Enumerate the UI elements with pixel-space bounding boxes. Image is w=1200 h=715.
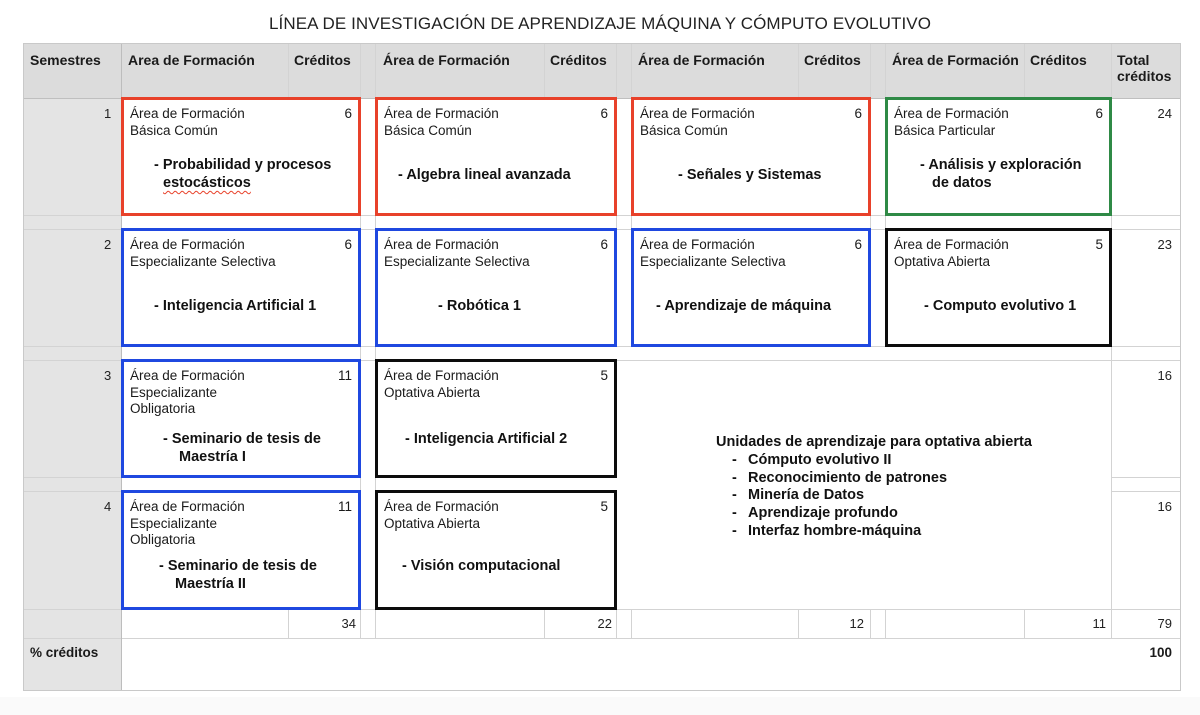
area-label xyxy=(130,499,320,549)
course-card-vision xyxy=(375,490,617,610)
col-line xyxy=(544,44,545,98)
area-line: Área de Formación xyxy=(894,106,1009,121)
area-line: Área de Formación xyxy=(384,237,499,252)
course-credits: 6 xyxy=(600,106,608,121)
semester-number: 3 xyxy=(104,368,112,383)
course-card-senales xyxy=(631,97,871,216)
row-line xyxy=(1111,491,1180,492)
column-total: 22 xyxy=(597,616,612,631)
course-name xyxy=(656,297,831,315)
course-line: estocásticos xyxy=(163,175,251,191)
course-card-algebra xyxy=(375,97,617,216)
course-name xyxy=(405,430,567,448)
course-name xyxy=(920,156,1081,192)
area-line: Área de Formación xyxy=(640,237,755,252)
course-line: - Aprendizaje de máquina xyxy=(656,298,832,314)
semester-total: 24 xyxy=(1157,106,1172,121)
course-line: Maestría II xyxy=(175,576,246,592)
area-line: Área de Formación xyxy=(130,106,245,121)
header-area-1: Area de Formación xyxy=(128,52,255,68)
area-line: Básica Común xyxy=(130,122,218,138)
area-label xyxy=(384,237,574,270)
area-label xyxy=(640,237,830,270)
area-line: Especializante Selectiva xyxy=(384,253,530,269)
course-card-computo-evolutivo xyxy=(885,228,1112,347)
area-line: Básica Común xyxy=(640,122,728,138)
course-card-analisis xyxy=(885,97,1112,216)
optativa-note xyxy=(716,434,1032,541)
area-label xyxy=(384,368,574,401)
row-line xyxy=(24,638,1180,639)
column-total: 34 xyxy=(341,616,356,631)
course-line: Maestría I xyxy=(179,449,246,465)
area-label xyxy=(130,106,320,139)
area-label xyxy=(894,106,1084,139)
page-title: LÍNEA DE INVESTIGACIÓN DE APRENDIZAJE MÁQUINA Y CÓMPUTO EVOLUTIVO xyxy=(268,14,932,33)
area-line: Optativa Abierta xyxy=(894,253,991,269)
header-creditos-2: Créditos xyxy=(550,52,607,68)
course-card-seminario-1 xyxy=(121,359,361,478)
course-card-ia1 xyxy=(121,228,361,347)
semester-total: 16 xyxy=(1157,499,1172,514)
course-name xyxy=(154,156,331,192)
header-creditos-4: Créditos xyxy=(1030,52,1087,68)
optativa-item: - Cómputo evolutivo II xyxy=(748,452,1032,470)
header-semestres: Semestres xyxy=(30,52,101,68)
course-name xyxy=(154,297,316,315)
area-label xyxy=(384,106,574,139)
header-total-line1: Total xyxy=(1117,52,1150,68)
header-total xyxy=(1117,52,1171,84)
course-name xyxy=(438,297,521,315)
course-credits: 5 xyxy=(1095,237,1103,252)
curriculum-table xyxy=(23,43,1181,691)
optativa-item: - Reconocimiento de patrones xyxy=(748,470,1032,488)
area-line: Básica Común xyxy=(384,122,472,138)
area-line: Especializante xyxy=(130,384,218,400)
course-line: - Señales y Sistemas xyxy=(678,167,822,183)
header-area-4: Área de Formación xyxy=(892,52,1019,68)
header-area-2: Área de Formación xyxy=(383,52,510,68)
course-name xyxy=(924,297,1076,315)
course-line: - Probabilidad y procesos xyxy=(154,157,332,173)
area-label xyxy=(130,368,320,418)
percent-label: % créditos xyxy=(30,645,99,660)
optativa-item: - Aprendizaje profundo xyxy=(748,505,1032,523)
area-line: Básica Particular xyxy=(894,122,996,138)
course-credits: 6 xyxy=(1095,106,1103,121)
col-line xyxy=(1024,44,1025,98)
semester-total: 16 xyxy=(1157,368,1172,383)
col-line xyxy=(798,44,799,98)
area-line: Especializante xyxy=(130,515,218,531)
area-line: Optativa Abierta xyxy=(384,515,481,531)
col-line xyxy=(870,609,871,638)
grand-total: 79 xyxy=(1157,616,1172,631)
course-line: - Visión computacional xyxy=(402,558,561,574)
course-line: - Análisis y exploración xyxy=(920,157,1082,173)
col-line xyxy=(885,609,886,638)
course-name xyxy=(398,166,571,184)
area-line: Área de Formación xyxy=(384,368,499,383)
area-line: Área de Formación xyxy=(130,499,245,514)
course-name xyxy=(402,557,560,575)
area-line: Especializante Selectiva xyxy=(130,253,276,269)
course-line: - Inteligencia Artificial 2 xyxy=(405,431,568,447)
course-line: - Inteligencia Artificial 1 xyxy=(154,298,317,314)
course-credits: 6 xyxy=(600,237,608,252)
course-card-probabilidad xyxy=(121,97,361,216)
row-line xyxy=(24,491,121,492)
semester-total: 23 xyxy=(1157,237,1172,252)
area-line: Obligatoria xyxy=(130,532,196,547)
header-area-3: Área de Formación xyxy=(638,52,765,68)
course-credits: 6 xyxy=(854,237,862,252)
row-line xyxy=(1111,477,1180,478)
col-line xyxy=(616,609,617,638)
course-credits: 6 xyxy=(344,106,352,121)
course-line: - Seminario de tesis de xyxy=(159,558,317,574)
course-credits: 11 xyxy=(337,368,352,383)
semester-number: 4 xyxy=(104,499,112,514)
header-creditos-3: Créditos xyxy=(804,52,861,68)
percent-value: 100 xyxy=(1149,645,1172,660)
area-line: Optativa Abierta xyxy=(384,384,481,400)
course-line: - Algebra lineal avanzada xyxy=(398,167,571,183)
course-credits: 6 xyxy=(344,237,352,252)
header-total-line2: créditos xyxy=(1117,68,1172,84)
area-line: Área de Formación xyxy=(130,237,245,252)
header-creditos-1: Créditos xyxy=(294,52,351,68)
semester-column xyxy=(24,98,121,690)
course-credits: 11 xyxy=(337,499,352,514)
course-line: - Computo evolutivo 1 xyxy=(924,298,1077,314)
course-card-robotica xyxy=(375,228,617,347)
col-line xyxy=(631,609,632,638)
area-line: Área de Formación xyxy=(130,368,245,383)
area-label xyxy=(384,499,574,532)
row-line xyxy=(24,477,121,478)
course-card-ia2 xyxy=(375,359,617,478)
optativa-item: - Interfaz hombre-máquina xyxy=(748,523,1032,541)
course-name xyxy=(159,557,317,593)
course-line: - Robótica 1 xyxy=(438,298,521,314)
area-label xyxy=(640,106,830,139)
course-credits: 5 xyxy=(600,368,608,383)
area-label xyxy=(130,237,320,270)
area-line: Especializante Selectiva xyxy=(640,253,786,269)
optativa-heading: Unidades de aprendizaje para optativa abierta xyxy=(716,434,1032,450)
optativa-list xyxy=(716,452,1032,541)
course-credits: 6 xyxy=(854,106,862,121)
area-line: Área de Formación xyxy=(384,106,499,121)
area-line: Área de Formación xyxy=(640,106,755,121)
column-total: 12 xyxy=(849,616,864,631)
course-name xyxy=(678,166,821,184)
optativa-item: - Minería de Datos xyxy=(748,487,1032,505)
column-total: 11 xyxy=(1092,616,1106,631)
semester-number: 1 xyxy=(104,106,112,121)
course-card-seminario-2 xyxy=(121,490,361,610)
course-card-aprendizaje xyxy=(631,228,871,347)
course-credits: 5 xyxy=(600,499,608,514)
course-line: de datos xyxy=(932,175,992,191)
course-line: - Seminario de tesis de xyxy=(163,431,321,447)
area-label xyxy=(894,237,1084,270)
bottom-strip xyxy=(0,697,1200,715)
course-name xyxy=(163,430,321,466)
semester-number: 2 xyxy=(104,237,112,252)
col-line xyxy=(288,44,289,98)
area-line: Área de Formación xyxy=(384,499,499,514)
area-line: Obligatoria xyxy=(130,401,196,416)
area-line: Área de Formación xyxy=(894,237,1009,252)
